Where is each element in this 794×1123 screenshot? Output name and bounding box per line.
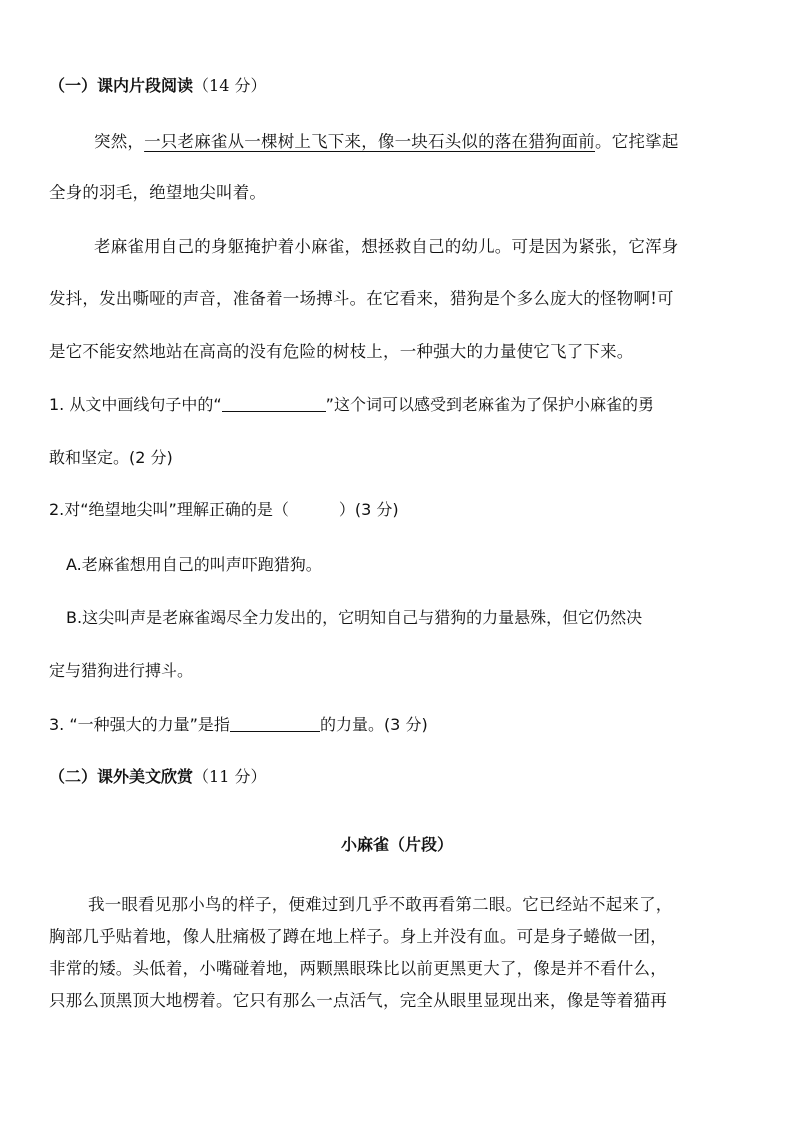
question2 xyxy=(49,498,399,522)
passage3-line2: 胸部几乎贴着地，像人肚痛极了蹲在地上样子。身上并没有血。可是身子蜷做一团， xyxy=(49,927,667,946)
section1-heading xyxy=(49,74,266,98)
passage2-line1: 老麻雀用自己的身躯掩护着小麻雀，想拯救自己的幼儿。可是因为紧张，它浑身 xyxy=(94,237,679,256)
answer-blank-3[interactable] xyxy=(230,713,320,732)
section2-points: （11 分） xyxy=(193,767,267,786)
section1-heading-text: （一）课内片段阅读 xyxy=(49,76,194,95)
question3-after: 的力量。(3 分) xyxy=(319,715,428,734)
passage1-line2: 全身的羽毛，绝望地尖叫着。 xyxy=(49,183,267,202)
passage1-rest: 。它挓挲起 xyxy=(595,132,679,151)
question2-close: ）(3 分) xyxy=(338,500,399,519)
section2-heading xyxy=(49,765,266,789)
section1-points: （14 分） xyxy=(193,76,267,95)
passage2-line2: 发抖，发出嘶哑的声音，准备着一场搏斗。在它看来，猎狗是个多么庞大的怪物啊!可 xyxy=(49,289,674,308)
underlined-sentence: 一只老麻雀从一棵树上飞下来，像一块石头似的落在猎狗面前 xyxy=(144,132,596,151)
option-b-line2: 定与猎狗进行搏斗。 xyxy=(49,661,194,680)
section2-heading-text: （二）课外美文欣赏 xyxy=(49,767,194,786)
question3-before: 3. “一种强大的力量”是指 xyxy=(49,715,230,734)
question2-text: 2.对“绝望地尖叫”理解正确的是（ xyxy=(49,500,289,519)
option-a: A.老麻雀想用自己的叫声吓跑猎狗。 xyxy=(66,555,322,574)
question1-line2: 敢和坚定。(2 分) xyxy=(49,448,173,467)
question1-line1 xyxy=(49,393,654,417)
passage1-lead: 突然， xyxy=(94,132,145,151)
passage3-line4: 只那么顶黑顶大地楞着。它只有那么一点活气，完全从眼里显现出来，像是等着猫再 xyxy=(49,991,667,1010)
passage3-line3: 非常的矮。头低着，小嘴碰着地，两颗黑眼珠比以前更黑更大了，像是并不看什么， xyxy=(49,959,667,978)
option-b-line1: B.这尖叫声是老麻雀竭尽全力发出的，它明知自己与猎狗的力量悬殊，但它仍然决 xyxy=(66,608,643,627)
question1-before: 1. 从文中画线句子中的“ xyxy=(49,395,222,414)
passage1-line1 xyxy=(94,130,679,154)
passage-title: 小麻雀（片段） xyxy=(340,835,453,854)
question1-after: ”这个词可以感受到老麻雀为了保护小麻雀的勇 xyxy=(325,395,654,414)
question3 xyxy=(49,713,428,737)
answer-blank-1[interactable] xyxy=(222,393,326,412)
passage3-line1: 我一眼看见那小鸟的样子，便难过到几乎不敢再看第二眼。它已经站不起来了， xyxy=(88,895,673,914)
passage2-line3: 是它不能安然地站在高高的没有危险的树枝上，一种强大的力量使它飞了下来。 xyxy=(49,342,634,361)
